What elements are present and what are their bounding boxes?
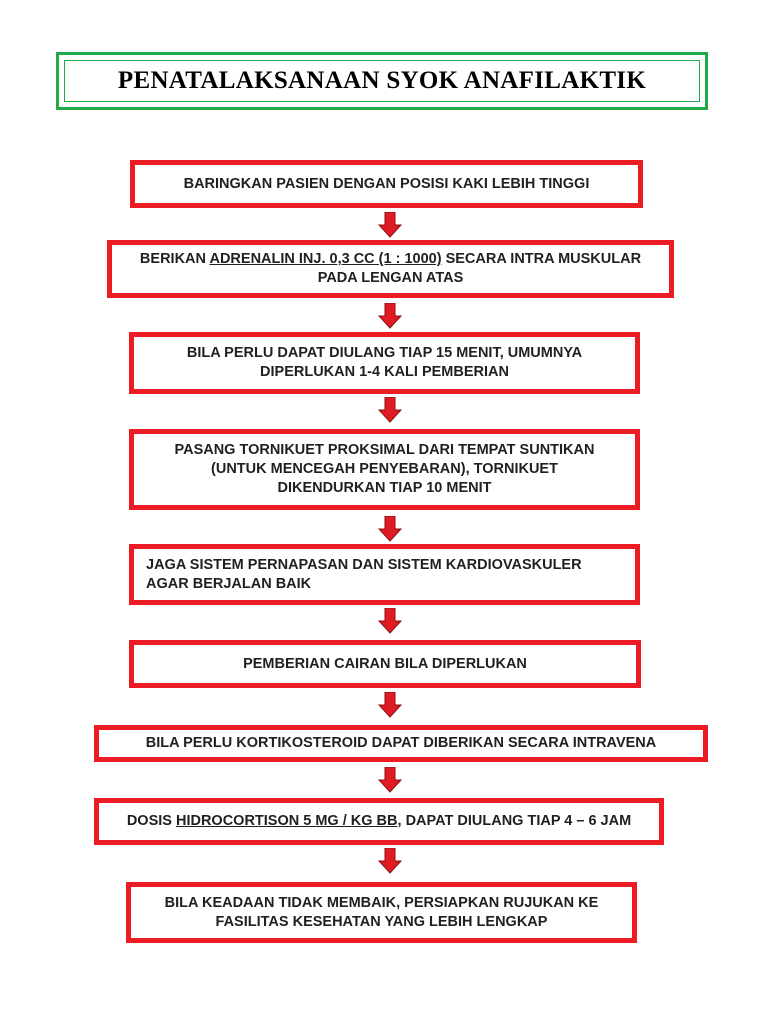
text-run: BILA PERLU KORTIKOSTEROID DAPAT DIBERIKAN SECARA INTRAVENA [145, 735, 657, 751]
underlined-text: ADRENALIN INJ. 0,3 CC (1 : 1000) [209, 251, 442, 267]
text-run: BERIKAN [139, 251, 210, 267]
step-text [127, 812, 631, 831]
step-text [140, 250, 641, 288]
step-line [146, 575, 582, 594]
text-run: DOSIS [126, 813, 176, 829]
down-arrow-icon [378, 692, 402, 718]
step-box [94, 798, 664, 845]
down-arrow-icon [378, 397, 402, 423]
text-run: PASANG TORNIKUET PROKSIMAL DARI TEMPAT SUNTIKAN [174, 442, 595, 458]
step-box [129, 429, 640, 510]
text-run: BARINGKAN PASIEN DENGAN POSISI KAKI LEBIH TINGGI [183, 175, 590, 192]
step-line [184, 175, 590, 194]
step-line [175, 460, 595, 479]
step-line [146, 556, 582, 575]
page-title: PENATALAKSANAAN SYOK ANAFILAKTIK [117, 67, 647, 94]
step-box [129, 640, 641, 688]
step-text [243, 655, 527, 674]
step-line [140, 250, 641, 269]
down-arrow-icon [378, 303, 402, 329]
text-run: BILA PERLU DAPAT DIULANG TIAP 15 MENIT, UMUMNYA [186, 345, 583, 361]
down-arrow-icon [378, 212, 402, 238]
step-box [130, 160, 643, 208]
text-run: DIKENDURKAN TIAP 10 MENIT [277, 480, 492, 496]
title-inner-frame [64, 60, 700, 102]
step-line [127, 812, 631, 831]
down-arrow-icon [378, 848, 402, 874]
step-text [184, 175, 590, 194]
step-line [146, 734, 656, 753]
step-line [165, 894, 599, 913]
down-arrow-icon [378, 608, 402, 634]
step-text [175, 441, 595, 498]
title-frame [56, 52, 708, 110]
text-run: FASILITAS KESEHATAN YANG LEBIH LENGKAP [215, 913, 548, 930]
step-text [187, 344, 582, 382]
text-run: , DAPAT DIULANG TIAP 4 – 6 JAM [397, 813, 632, 829]
text-run: JAGA SISTEM PERNAPASAN DAN SISTEM KARDIOVASKULER [146, 556, 582, 573]
down-arrow-icon [378, 516, 402, 542]
step-text [146, 556, 582, 594]
underlined-text: HIDROCORTISON 5 MG / KG BB [175, 813, 398, 829]
text-run: SECARA INTRA MUSKULAR [441, 251, 642, 267]
step-line [187, 363, 582, 382]
step-text [146, 734, 656, 753]
step-line [140, 269, 641, 288]
step-box [94, 725, 708, 762]
text-run: DIPERLUKAN 1-4 KALI PEMBERIAN [260, 364, 509, 380]
text-run: BILA KEADAAN TIDAK MEMBAIK, PERSIAPKAN RUJUKAN KE [164, 894, 599, 911]
step-line [243, 655, 527, 674]
step-line [165, 913, 599, 932]
step-text [165, 894, 599, 932]
text-run: (UNTUK MENCEGAH PENYEBARAN), TORNIKUET [211, 461, 558, 477]
step-box [129, 332, 640, 394]
step-box [129, 544, 640, 605]
step-line [187, 344, 582, 363]
text-run: PADA LENGAN ATAS [317, 270, 464, 286]
down-arrow-icon [378, 767, 402, 793]
text-run: PEMBERIAN CAIRAN BILA DIPERLUKAN [243, 655, 527, 672]
step-line [175, 441, 595, 460]
step-box [126, 882, 637, 943]
text-run: AGAR BERJALAN BAIK [146, 575, 312, 592]
step-line [175, 479, 595, 498]
step-box [107, 240, 674, 298]
